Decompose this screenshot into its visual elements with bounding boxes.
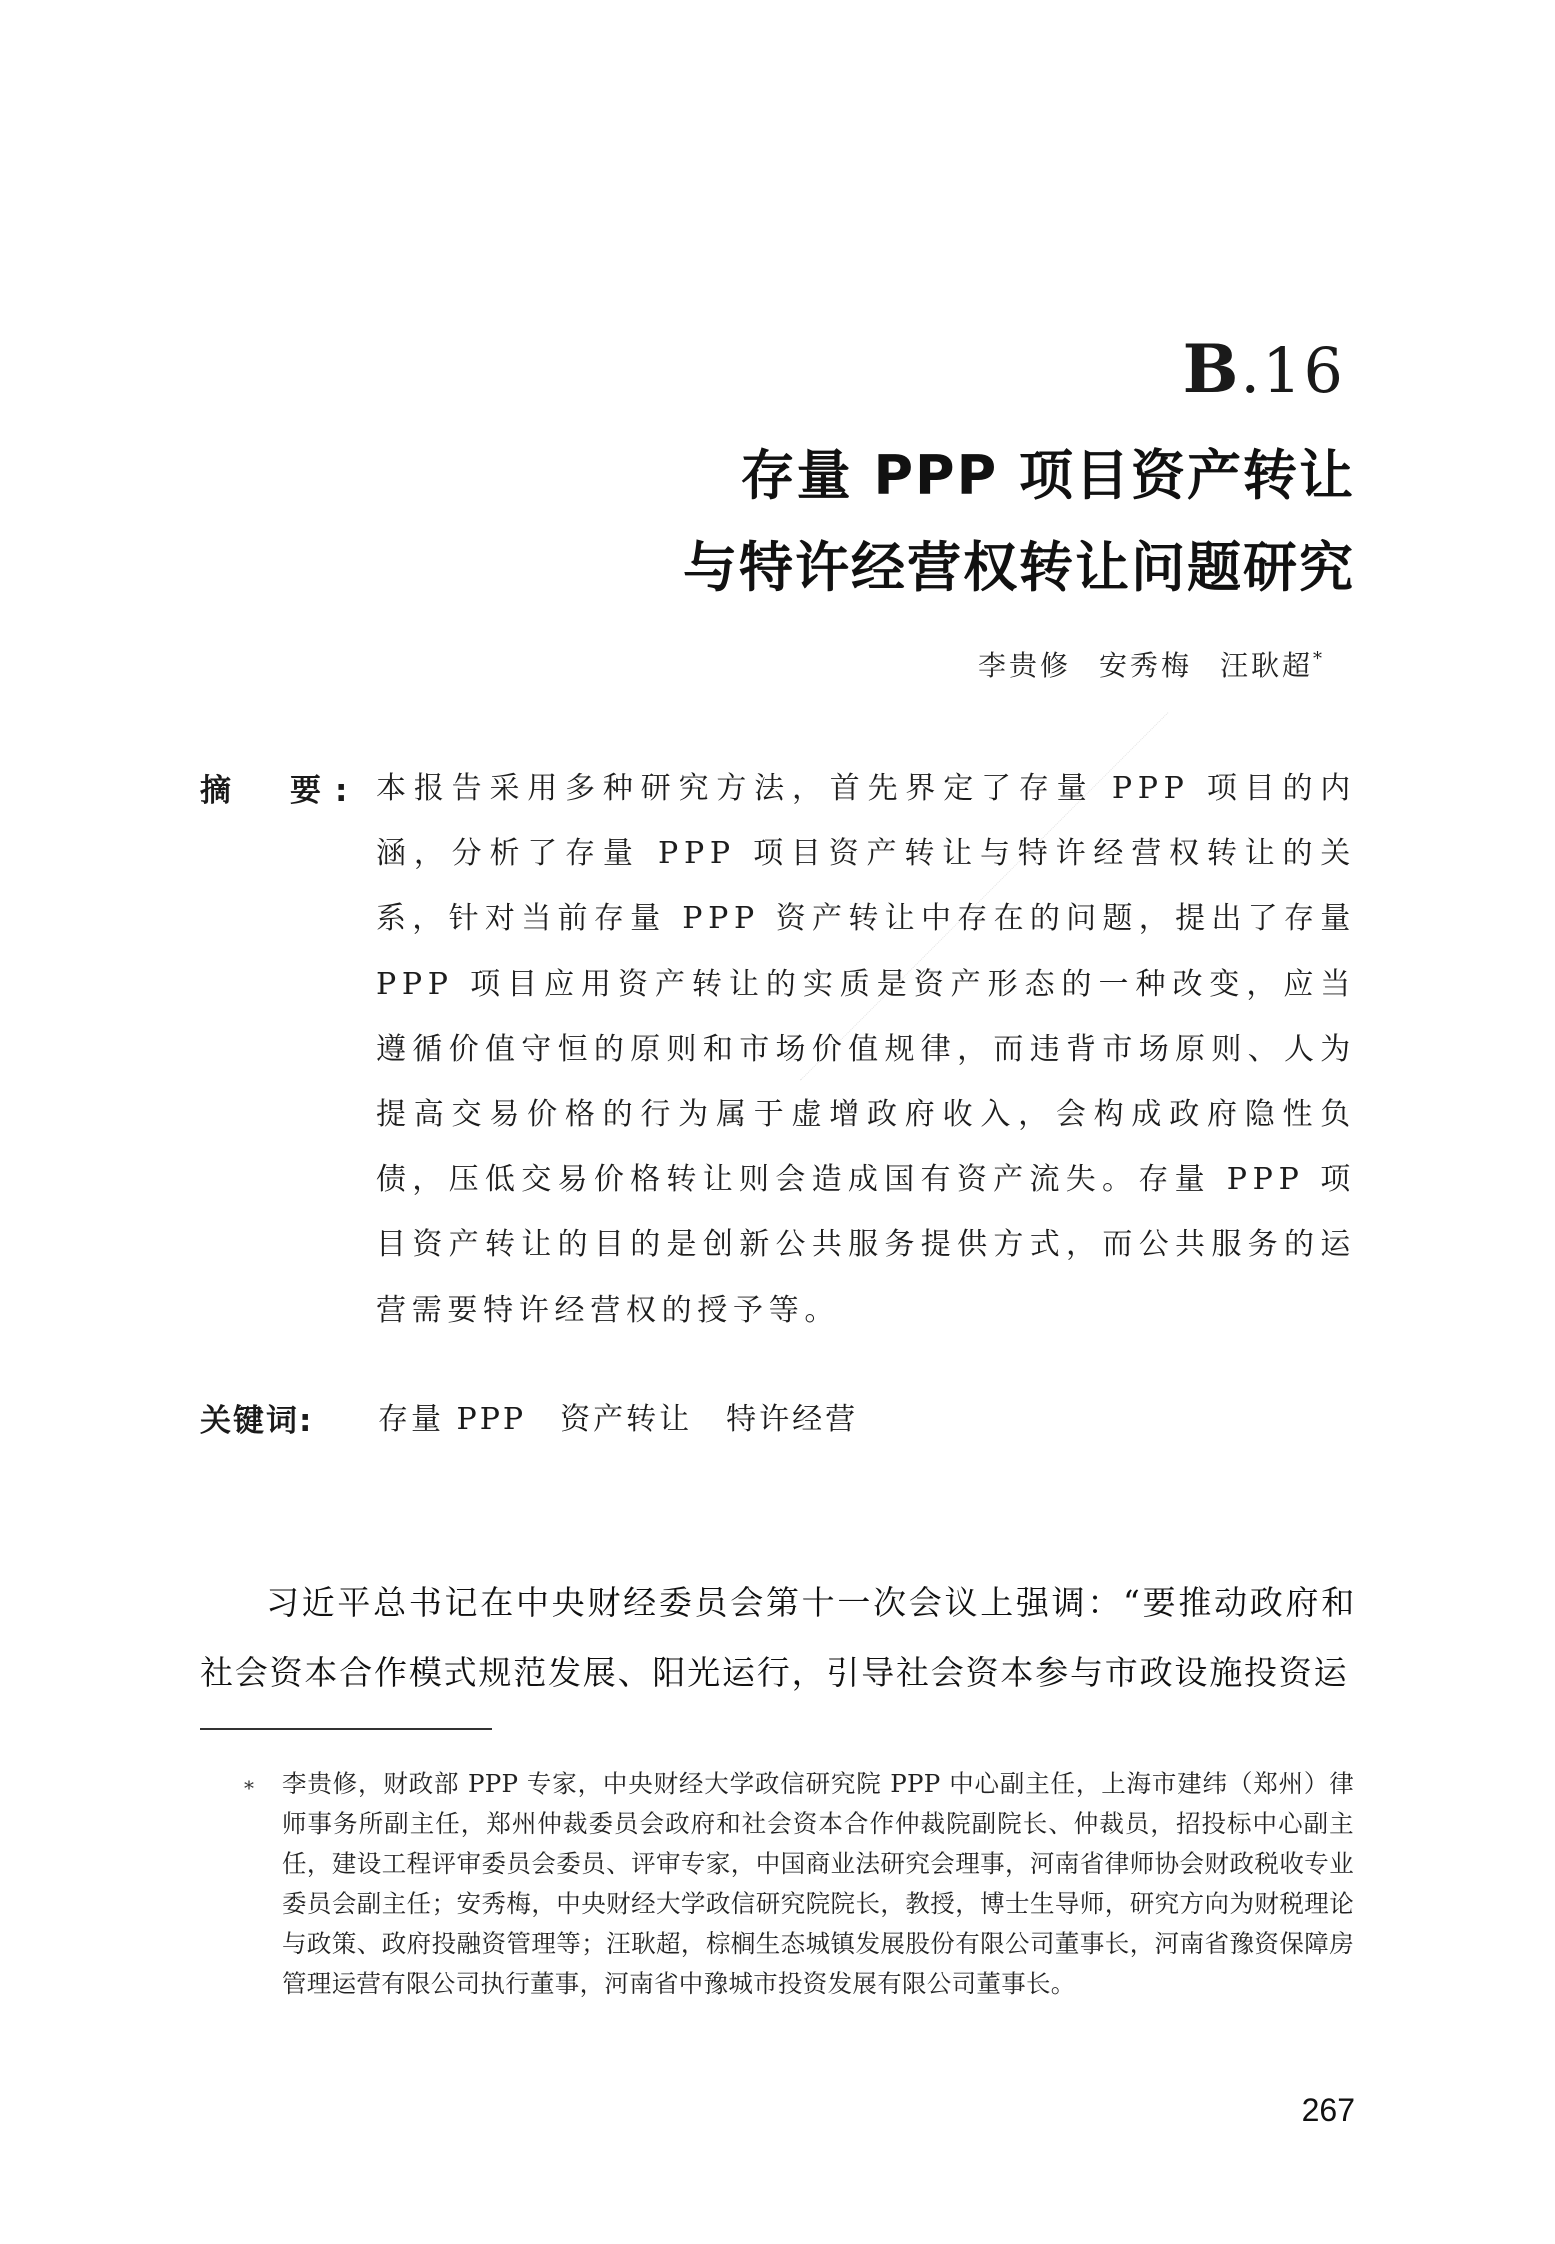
article-title — [683, 430, 1355, 614]
page-number: 267 — [1301, 2092, 1355, 2128]
abstract-text: 本报告采用多种研究方法，首先界定了存量 PPP 项目的内涵，分析了存量 PPP 项目资产转让与特许经营权转让的关系，针对当前存量 PPP 资产转让中存在的问题，提出了存量 PPP 项目应用资产转让的实质是资产形态的一种改变，应当遵循价值守恒的原则和市场价值规律，而违背市场原则、人为提高交易价格的行为属于虚增政府收入，会构成政府隐性负债，压低交易价格转让则会造成国有资产流失。存量 PPP 项目资产转让的目的是创新公共服务提供方式，而公共服务的运营需要特许经营权的授予等。 — [376, 771, 1356, 1328]
author-name: 李贵修 — [977, 649, 1071, 682]
author-name: 安秀梅 — [1098, 649, 1192, 682]
author-name: 汪耿超 — [1219, 649, 1313, 682]
footnote-divider — [200, 1728, 492, 1730]
title-line-1: 存量 PPP 项目资产转让 — [740, 444, 1355, 507]
keyword: 资产转让 — [560, 1402, 693, 1437]
author-footnote-mark: * — [1313, 648, 1325, 670]
body-paragraph: 习近平总书记在中央财经委员会第十一次会议上强调：“要推动政府和社会资本合作模式规范发展、阳光运行，引导社会资本参与市政设施投资运 — [200, 1583, 1356, 1692]
keywords-label: 关键词: — [200, 1403, 314, 1439]
author-list — [978, 644, 1325, 684]
keyword: 存量 PPP — [378, 1402, 527, 1437]
chapter-prefix: B — [1182, 330, 1241, 408]
keywords-list — [378, 1394, 892, 1438]
footnote-text: 李贵修，财政部 PPP 专家，中央财经大学政信研究院 PPP 中心副主任，上海市建纬（郑州）律师事务所副主任，郑州仲裁委员会政府和社会资本合作仲裁院副院长、仲裁员，招投标中心副主任，建设工程评审委员会委员、评审专家，中国商业法研究会理事，河南省律师协会财政税收专业委员会副主任；安秀梅，中央财经大学政信研究院院长，教授，博士生导师，研究方向为财税理论与政策、政府投融资管理等；汪耿超，棕榈生态城镇发展股份有限公司董事长，河南省豫资保障房管理运营有限公司执行董事，河南省中豫城市投资发展有限公司董事长。 — [282, 1769, 1354, 1998]
chapter-number — [1182, 330, 1345, 408]
title-line-2: 与特许经营权转让问题研究 — [683, 536, 1355, 599]
footnote-mark: * — [244, 1776, 254, 1800]
chapter-index: .16 — [1240, 334, 1345, 407]
keyword: 特许经营 — [726, 1402, 859, 1437]
abstract-label: 摘 要: — [200, 773, 362, 809]
